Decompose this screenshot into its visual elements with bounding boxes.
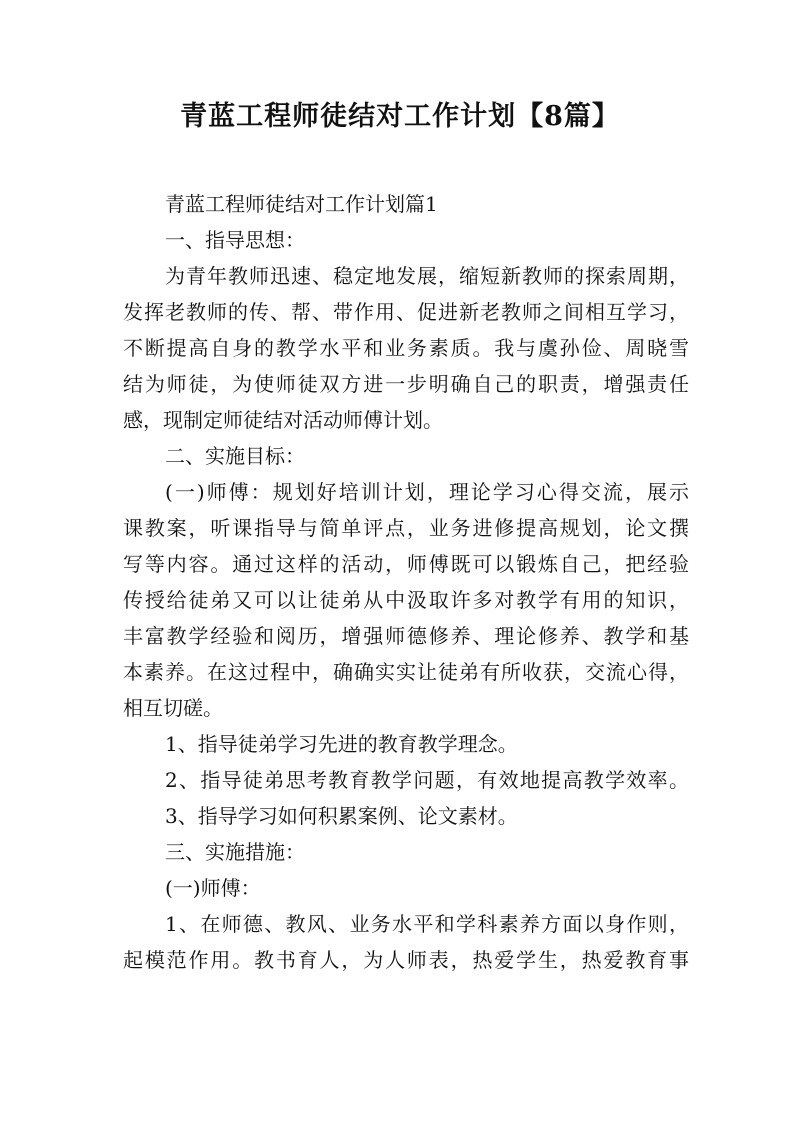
text-line: 丰富教学经验和阅历，增强师德修养、理论修养、教学和基: [123, 624, 689, 648]
text-line: (一)师傅：: [165, 876, 261, 900]
text-line: 为青年教师迅速、稳定地发展，缩短新教师的探索周期，: [165, 264, 689, 288]
text-line: 相互切磋。: [123, 696, 223, 720]
text-line: 感，现制定师徒结对活动师傅计划。: [123, 408, 443, 432]
text-line: 本素养。在这过程中，确确实实让徒弟有所收获，交流心得，: [123, 660, 689, 684]
document-body: [123, 186, 689, 978]
text-line: 青蓝工程师徒结对工作计划篇1: [165, 192, 438, 216]
text-line: 写等内容。通过这样的活动，师傅既可以锻炼自己，把经验: [123, 552, 689, 576]
text-line: 不断提高自身的教学水平和业务素质。我与虞孙俭、周晓雪: [123, 336, 689, 360]
text-line: 1、在师德、教风、业务水平和学科素养方面以身作则，: [165, 912, 689, 936]
text-line: 2、指导徒弟思考教育教学问题，有效地提高教学效率。: [165, 768, 689, 792]
document-title: 青蓝工程师徒结对工作计划【8篇】: [180, 101, 620, 132]
text-line: 结为师徒，为使师徒双方进一步明确自己的职责，增强责任: [123, 372, 689, 396]
text-line: 1、指导徒弟学习先进的教育教学理念。: [165, 732, 518, 756]
text-line: 课教案，听课指导与简单评点，业务进修提高规划，论文撰: [123, 516, 689, 540]
text-line: 二、实施目标：: [165, 444, 305, 468]
text-line: 3、指导学习如何积累案例、论文素材。: [165, 804, 518, 828]
text-line: 三、实施措施：: [165, 840, 305, 864]
text-line: 一、指导思想：: [165, 228, 305, 252]
text-line: 起模范作用。教书育人，为人师表，热爱学生，热爱教育事: [123, 948, 689, 972]
text-line: 传授给徒弟又可以让徒弟从中汲取许多对教学有用的知识，: [123, 588, 689, 612]
text-line: 发挥老教师的传、帮、带作用、促进新老教师之间相互学习，: [123, 300, 689, 324]
text-line: (一)师傅：规划好培训计划，理论学习心得交流，展示: [165, 480, 689, 504]
